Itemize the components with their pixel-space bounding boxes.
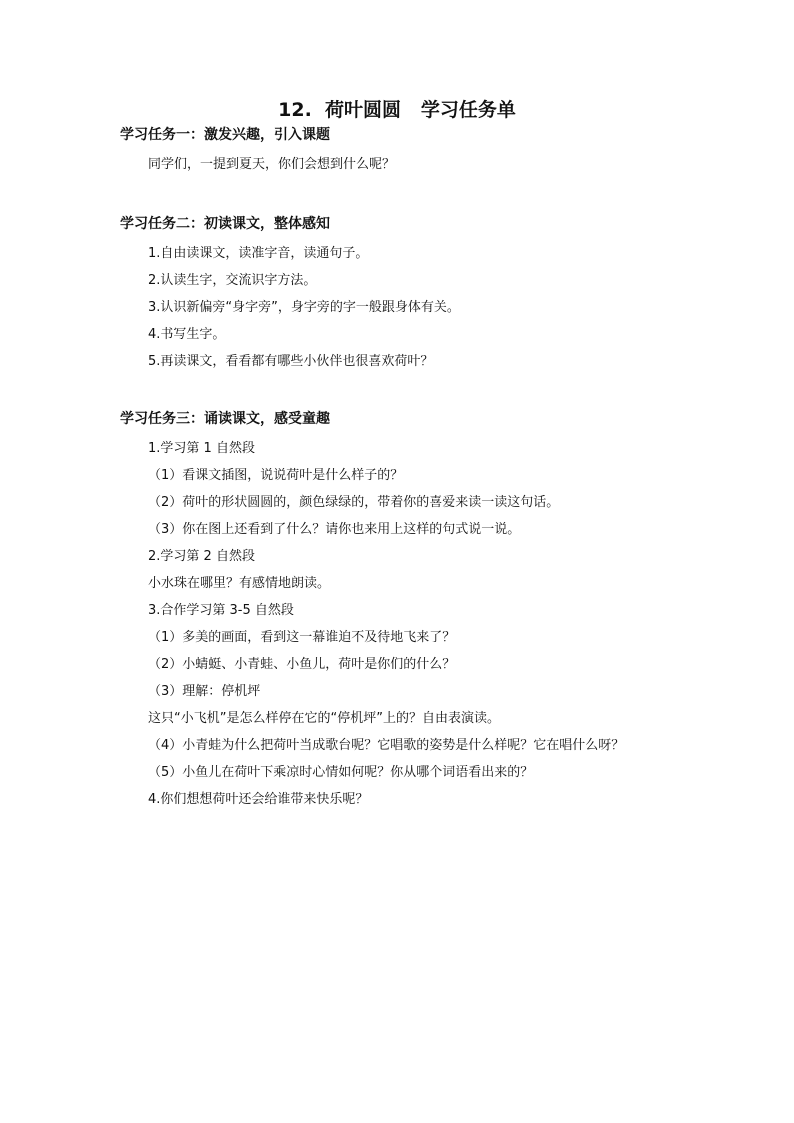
task3-line: （4）小青蛙为什么把荷叶当成歌台呢？它唱歌的姿势是什么样呢？它在唱什么呀？ <box>148 738 625 753</box>
task3-line: 这只“小飞机”是怎么样停在它的“停机坪”上的？自由表演读。 <box>148 711 500 726</box>
task3-line: （3）你在图上还看到了什么？请你也来用上这样的句式说一说。 <box>148 522 521 537</box>
task2-line: 1.自由读课文，读准字音，读通句子。 <box>148 246 369 261</box>
task3-line: （1）看课文插图，说说荷叶是什么样子的？ <box>148 468 404 483</box>
task2-line: 5.再读课文，看看都有哪些小伙伴也很喜欢荷叶？ <box>148 354 434 369</box>
task3-line: 4.你们想想荷叶还会给谁带来快乐呢？ <box>148 792 369 807</box>
page-title: 12. 荷叶圆圆 学习任务单 <box>278 99 516 121</box>
task1-heading: 学习任务一：激发兴趣，引入课题 <box>120 127 330 143</box>
task3-line: （3）理解：停机坪 <box>148 684 261 699</box>
task3-line: 3.合作学习第 3-5 自然段 <box>148 603 294 618</box>
task3-line: （2）荷叶的形状圆圆的，颜色绿绿的，带着你的喜爱来读一读这句话。 <box>148 495 560 510</box>
task2-heading: 学习任务二：初读课文，整体感知 <box>120 216 330 232</box>
task3-heading: 学习任务三：诵读课文，感受童趣 <box>120 411 330 427</box>
task1-line: 同学们，一提到夏天，你们会想到什么呢？ <box>148 157 396 172</box>
task3-line: 2.学习第 2 自然段 <box>148 549 255 564</box>
task3-line: （2）小蜻蜓、小青蛙、小鱼儿，荷叶是你们的什么？ <box>148 657 456 672</box>
task2-line: 2.认读生字，交流识字方法。 <box>148 273 317 288</box>
task3-line: 1.学习第 1 自然段 <box>148 441 255 456</box>
task3-line: 小水珠在哪里？有感情地朗读。 <box>148 576 331 591</box>
task2-line: 4.书写生字。 <box>148 327 226 342</box>
task2-line: 3.认识新偏旁“身字旁”，身字旁的字一般跟身体有关。 <box>148 300 460 315</box>
task3-line: （5）小鱼儿在荷叶下乘凉时心情如何呢？你从哪个词语看出来的？ <box>148 765 534 780</box>
task3-line: （1）多美的画面，看到这一幕谁迫不及待地飞来了？ <box>148 630 456 645</box>
